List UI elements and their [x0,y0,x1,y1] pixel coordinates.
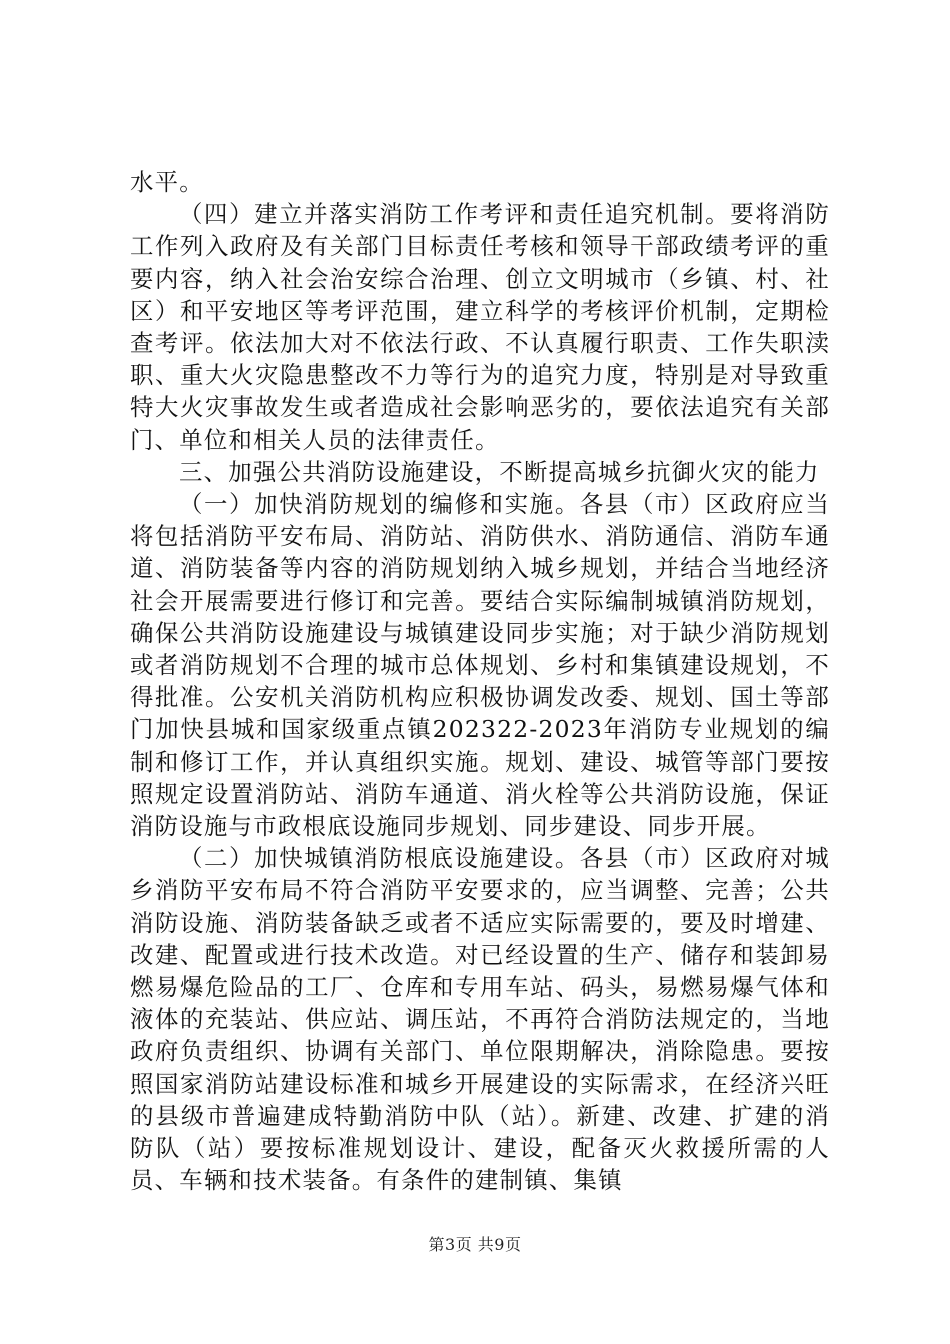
paragraph-section-4: （四）建立并落实消防工作考评和责任追究机制。要将消防工作列入政府及有关部门目标责任考核和领导干部政绩考评的重要内容，纳入社会治安综合治理、创立文明城市（乡镇、村、社区）和平安地区等考评范围，建立科学的考核评价机制，定期检查考评。依法加大对不依法行政、不认真履行职责、工作失职渎职、重大火灾隐患整改不力等行为的追究力度，特别是对导致重特大火灾事故发生或者造成社会影响恶劣的，要依法追究有关部门、单位和相关人员的法律责任。 [130,200,830,454]
paragraph-subsection-2: （二）加快城镇消防根底设施建设。各县（市）区政府对城乡消防平安布局不符合消防平安要求的，应当调整、完善；公共消防设施、消防装备缺乏或者不适应实际需要的，要及时增建、改建、配置或进行技术改造。对已经设置的生产、储存和装卸易燃易爆危险品的工厂、仓库和专用车站、码头，易燃易爆气体和液体的充装站、供应站、调压站，不再符合消防法规定的，当地政府负责组织、协调有关部门、单位限期解决，消除隐患。要按照国家消防站建设标准和城乡开展建设的实际需求，在经济兴旺的县级市普遍建成特勤消防中队（站）。新建、改建、扩建的消防队（站）要按标准规划设计、建设，配备灭火救援所需的人员、车辆和技术装备。有条件的建制镇、集镇 [130,844,830,1195]
paragraph-continuation: 水平。 [130,168,204,196]
page-number-label: 第3页 共9页 [428,1235,522,1254]
page-footer [0,1232,950,1255]
document-body [130,166,830,1197]
paragraph-subsection-1: （一）加快消防规划的编修和实施。各县（市）区政府应当将包括消防平安布局、消防站、消防供水、消防通信、消防车通道、消防装备等内容的消防规划纳入城乡规划，并结合当地经济社会开展需要进行修订和完善。要结合实际编制城镇消防规划，确保公共消防设施建设与城镇建设同步实施；对于缺少消防规划或者消防规划不合理的城市总体规划、乡村和集镇建设规划，不得批准。公安机关消防机构应积极协调发改委、规划、国土等部门加快县城和国家级重点镇202322-2023年消防专业规划的编制和修订工作，并认真组织实施。规划、建设、城管等部门要按照规定设置消防站、消防车通道、消火栓等公共消防设施，保证消防设施与市政根底设施同步规划、同步建设、同步开展。 [130,490,830,841]
section-heading-3: 三、加强公共消防设施建设，不断提高城乡抗御火灾的能力 [179,457,820,486]
